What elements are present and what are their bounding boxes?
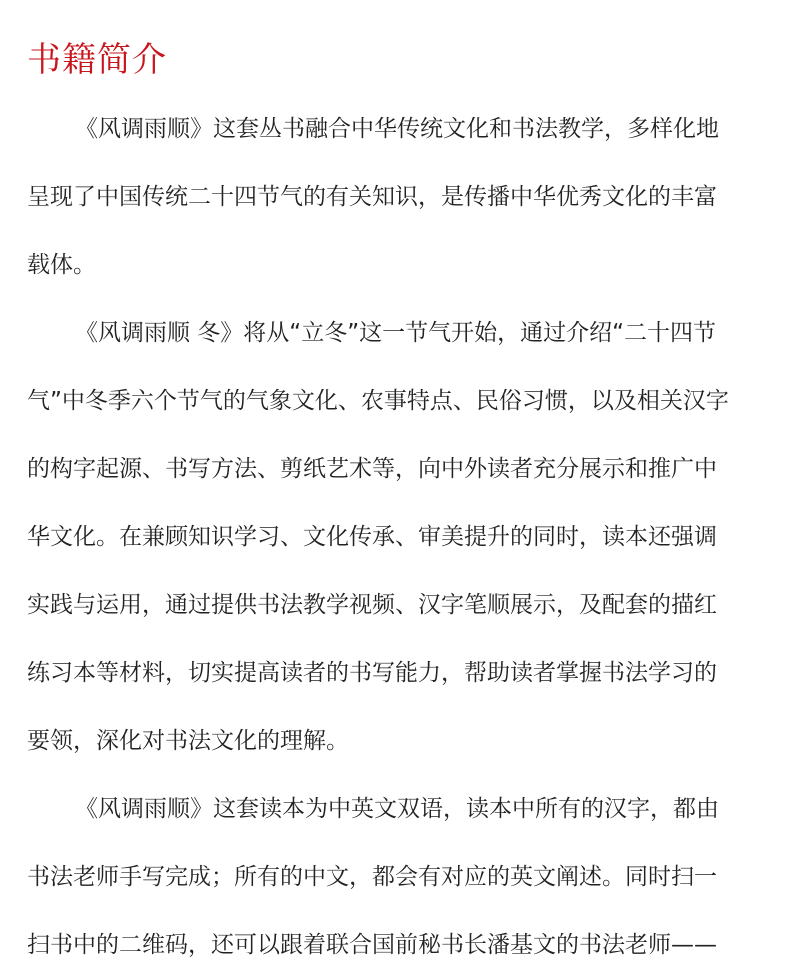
- paragraph-line: 呈现了中国传统二十四节气的有关知识，是传播中华优秀文化的丰富: [27, 184, 717, 210]
- paragraph-line: 的构字起源、书写方法、剪纸艺术等，向中外读者充分展示和推广中: [27, 456, 717, 482]
- paragraph-line: 华文化。在兼顾知识学习、文化传承、审美提升的同时，读本还强调: [27, 524, 717, 550]
- paragraph-line: 书法老师手写完成；所有的中文，都会有对应的英文阐述。同时扫一: [27, 864, 717, 890]
- paragraph-line: 《风调雨顺 冬》将从“立冬”这一节气开始，通过介绍“二十四节: [75, 320, 717, 346]
- paragraph-line: 扫书中的二维码，还可以跟着联合国前秘书长潘基文的书法老师——: [27, 932, 717, 958]
- paragraph-line: 《风调雨顺》这套丛书融合中华传统文化和书法教学，多样化地: [75, 116, 719, 142]
- paragraph-line: 气”中冬季六个节气的气象文化、农事特点、民俗习惯，以及相关汉字: [27, 388, 729, 414]
- paragraph-line: 练习本等材料，切实提高读者的书写能力，帮助读者掌握书法学习的: [27, 660, 717, 686]
- paragraph-line: 实践与运用，通过提供书法教学视频、汉字笔顺展示，及配套的描红: [27, 592, 717, 618]
- paragraph-line: 载体。: [27, 252, 96, 278]
- paragraph-line: 要领，深化对书法文化的理解。: [27, 728, 349, 754]
- paragraph-line: 《风调雨顺》这套读本为中英文双语，读本中所有的汉字，都由: [75, 796, 719, 822]
- page-title: 书籍简介: [27, 40, 167, 80]
